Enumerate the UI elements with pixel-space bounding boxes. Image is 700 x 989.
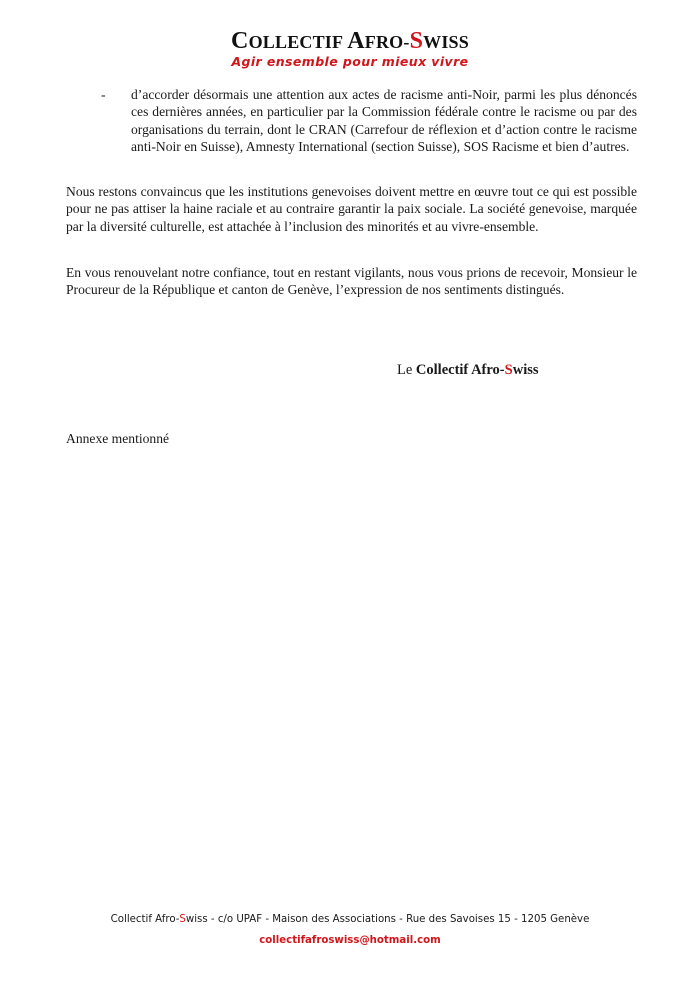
bullet-text: d’accorder désormais une attention aux actes de racisme anti-Noir, parmi les plus dénoncés ces dernières années, en particulier par la Commission fédérale contre le racisme ou par des organisations du terrain, dont le CRAN (Carrefour de réflexion et d’action contre le racisme anti-Noir en Suisse), Amnesty International (section Suisse), SOS Racisme et bien d’autres. [131, 87, 637, 154]
logo-letter-c: C [231, 28, 249, 54]
logo-text-ollectif: OLLECTIF [248, 32, 348, 52]
annexe-note: Annexe mentionné [66, 431, 170, 446]
logo-letter-a: A [347, 28, 365, 54]
footer-org-letter-s: S [179, 914, 186, 925]
logo-text-wiss: WISS [423, 32, 469, 52]
organization-tagline: Agir ensemble pour mieux vivre [231, 54, 469, 69]
signature-org-part3: wiss [512, 362, 539, 378]
logo-text-fro: FRO- [364, 32, 410, 52]
logo-letter-s: S [409, 28, 424, 54]
signature-org-part1: Collectif Afro- [415, 362, 505, 378]
footer-address-text: wiss - c/o UPAF - Maison des Associations - Rue des Savoises 15 - 1205 Genève [185, 914, 590, 925]
paragraph-closing: En vous renouvelant notre confiance, tout en restant vigilants, nous vous prions de recevoir, Monsieur le Procureur de la République et canton de Genève, l’expression de nos sentiments distingués. [66, 265, 637, 298]
footer-address [0, 914, 700, 925]
bullet-marker: - [101, 87, 106, 102]
signature-org-name [416, 362, 539, 378]
paragraph-institutions: Nous restons convaincus que les institutions genevoises doivent mettre en œuvre tout ce qui est possible pour ne pas attiser la haine raciale et au contraire garantir la paix sociale. La société genevoise, marquée par la diversité culturelle, est attachée à l’inclusion des minorités et au vivre-ensemble. [66, 184, 637, 234]
footer-org-part1: Collectif Afro- [110, 914, 180, 925]
signature [397, 362, 539, 379]
organization-logo [0, 28, 700, 55]
footer-email-link[interactable]: collectifafroswiss@hotmail.com [259, 935, 441, 946]
signature-prefix: Le [397, 362, 416, 378]
signature-org-letter-s: S [504, 362, 513, 378]
